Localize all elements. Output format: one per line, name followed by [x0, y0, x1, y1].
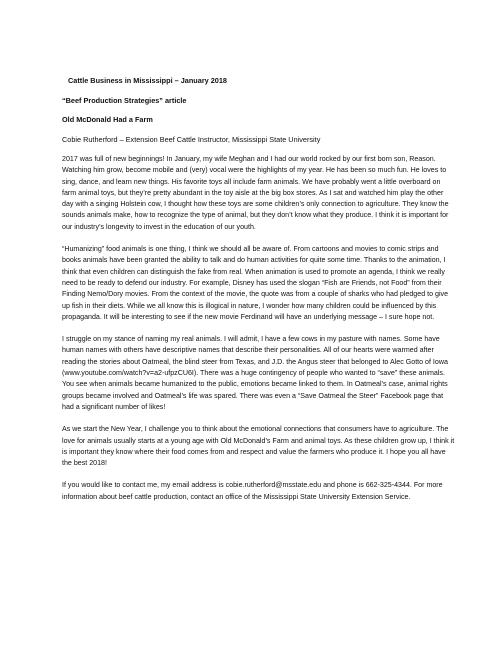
- paragraph-3: I struggle on my stance of naming my real animals. I will admit, I have a few cows in my pasture with names. Some have human names with others have descriptive names that describe their personalities. All of our hearts were warmed after reading the stories about Oatmeal, the blind steer from Texas, and J.D. the Angus steer that belonged to Alec Gotto of Iowa (www.youtube.com/watch?v=a2-ufpzCU6I). There was a huge contingency of people who wanted to “save” these animals. You see when animals became humanized to the public, emotions became linked to them. In Oatmeal’s case, animal rights groups became involved and Oatmeal’s life was spared. There was even a “Save Oatmeal the Steer” Facebook page that had a significant number of likes!: [62, 335, 448, 411]
- article-type: “Beef Production Strategies” article: [62, 96, 187, 105]
- newsletter-header: Cattle Business in Mississippi – January 2018: [68, 76, 227, 85]
- author-line: Cobie Rutherford – Extension Beef Cattle Instructor, Mississippi State University: [62, 135, 321, 144]
- paragraph-1: 2017 was full of new beginnings! In January, my wife Meghan and I had our world rocked by our first born son, Reason. Watching him grow, become mobile and (very) vocal were the highlights of my year. He has been so much fun. He loves to sing, dance, and learn new things. His favorite toys all include farm animals. We have probably went a little overboard on farm animal toys, but they’re pretty abundant in the toy aisle at the big box stores. As I sat and watched him play the other day with a singing Holstein cow, I thought how these toys are some children’s only connection to agriculture. They know the sounds animals make, how to recognize the type of animal, but they don’t know what they produce. I think it is important for our industry’s longevity to invest in the education of our youth.: [62, 155, 449, 231]
- paragraph-5: If you would like to contact me, my email address is cobie.rutherford@msstate.edu and phone is 662-325-4344. For more information about beef cattle production, contact an office of the Mississippi State University Extension Service.: [62, 481, 443, 501]
- paragraph-2: “Humanizing” food animals is one thing, I think we should all be aware of. From cartoons and movies to comic strips and books animals have been granted the ability to talk and do human activities for quite some time. Thanks to the animation, I think that even children can distinguish the fake from real. When animation is used to promote an agenda, I think we really need to be ready to defend our industry. For example, Disney has used the slogan “Fish are Friends, not Food” from their Finding Nemo/Dory movies. From the context of the movie, the quote was from a couple of sharks who had pledged to give up fish in their diets. While we all know this is illogical in nature, I wonder how many children could be influenced by this propaganda. It will be interesting to see if the new movie Ferdinand will have an underlying message – I sure hope not.: [62, 245, 449, 321]
- paragraph-4: As we start the New Year, I challenge you to think about the emotional connections that consumers have to agriculture. The love for animals usually starts at a young age with Old McDonald’s Farm and animal toys. As these children grow up, I think it is important they know where their food comes from and respect and value the farmers who produce it. I hope you all have the best 2018!: [62, 425, 455, 468]
- article-title: Old McDonald Had a Farm: [62, 115, 153, 124]
